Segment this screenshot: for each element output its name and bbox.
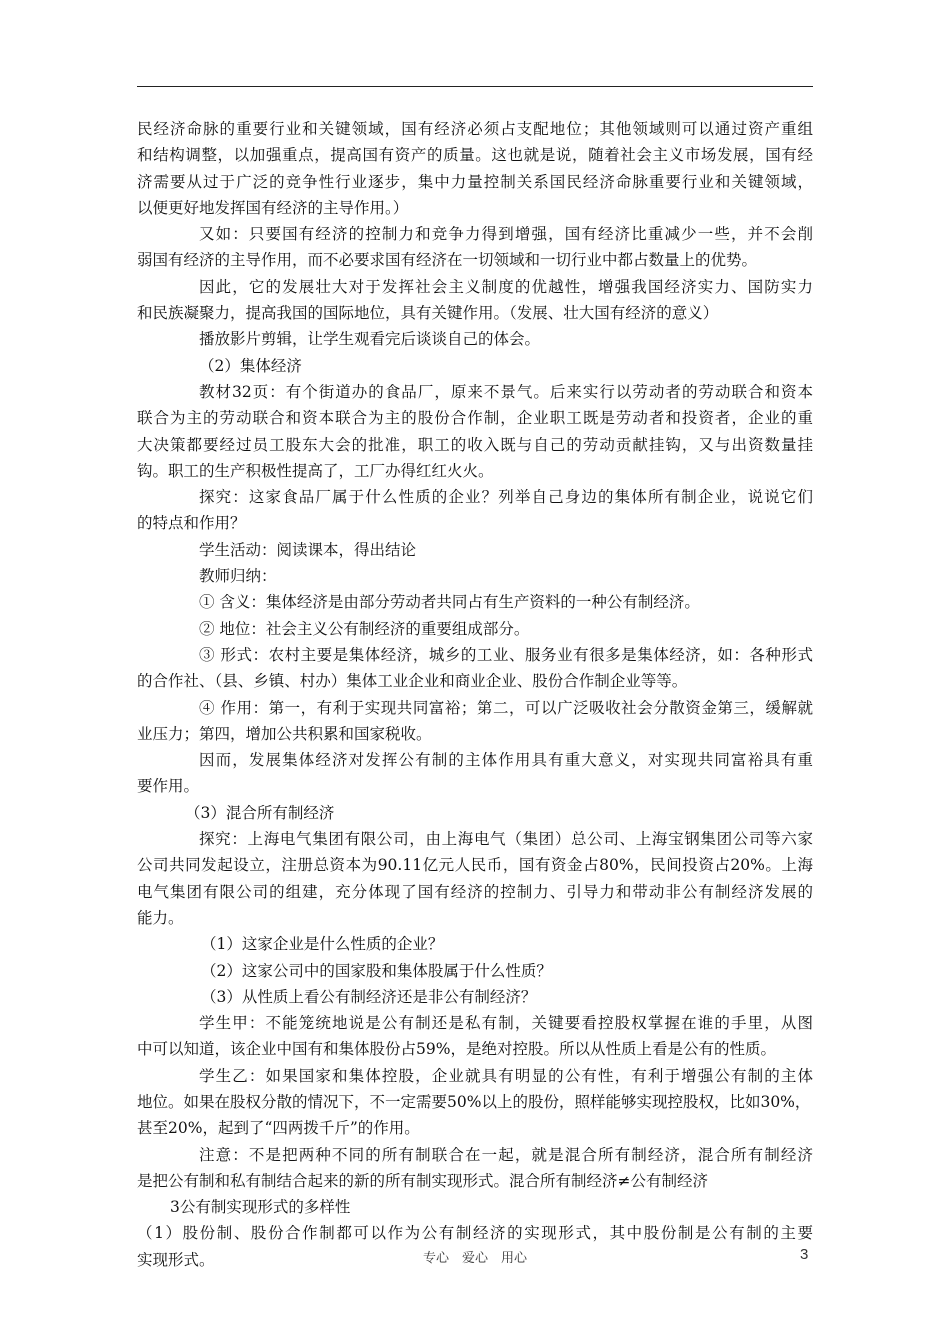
text-line: 因而，发展集体经济对发挥公有制的主体作用具有重大意义，对实现共同富裕具有重 <box>199 751 813 770</box>
text-line: ② 地位：社会主义公有制经济的重要组成部分。 <box>199 619 530 638</box>
text-line: 又如：只要国有经济的控制力和竞争力得到增强，国有经济比重减少一些，并不会削 <box>199 225 813 244</box>
text-line: ① 含义：集体经济是由部分劳动者共同占有生产资料的一种公有制经济。 <box>199 593 700 612</box>
question-item: （2）这家公司中的国家股和集体股属于什么性质？ <box>201 961 552 980</box>
text-line: 弱国有经济的主导作用，而不必要求国有经济在一切领域和一切行业中都占数量上的优势。 <box>137 251 758 270</box>
text-line: 探究：上海电气集团有限公司，由上海电气（集团）总公司、上海宝钢集团公司等六家 <box>199 830 813 849</box>
text-line: 学生乙：如果国家和集体控股，企业就具有明显的公有性，有利于增强公有制的主体 <box>199 1066 813 1085</box>
text-line: 民经济命脉的重要行业和关键领域，国有经济必须占支配地位；其他领域则可以通过资产重组 <box>137 120 813 138</box>
text-line: 学生活动：阅读课本，得出结论 <box>199 540 417 559</box>
text-line: ④ 作用：第一，有利于实现共同富裕；第二，可以广泛吸收社会分散资金第三，缓解就 <box>199 698 813 717</box>
text-line: 联合为主的劳动联合和资本联合为主的股份合作制，企业职工既是劳动者和投资者，企业的重 <box>137 409 813 428</box>
text-line: 教材32页：有个街道办的食品厂，原来不景气。后来实行以劳动者的劳动联合和资本 <box>199 382 813 401</box>
section-heading: （2）集体经济 <box>199 356 302 375</box>
text-line: 能力。 <box>137 908 184 927</box>
text-line: 公司共同发起设立，注册总资本为90.11亿元人民币，国有资金占80%，民间投资占20%。上海 <box>137 856 813 875</box>
question-item: （3）从性质上看公有制经济还是非公有制经济？ <box>201 987 537 1006</box>
header-rule <box>137 86 813 87</box>
text-line: 注意：不是把两种不同的所有制联合在一起，就是混合所有制经济，混合所有制经济 <box>199 1145 813 1164</box>
text-line: 探究：这家食品厂属于什么性质的企业？列举自己身边的集体所有制企业，说说它们 <box>199 488 813 507</box>
section-heading: （3）混合所有制经济 <box>185 803 335 822</box>
text-line: 是把公有制和私有制结合起来的新的所有制实现形式。混合所有制经济≠公有制经济 <box>137 1171 708 1190</box>
footer-motto: 专心 爱心 用心 <box>422 1251 527 1266</box>
text-line: 学生甲：不能笼统地说是公有制还是私有制，关键要看控股权掌握在谁的手里，从图 <box>199 1014 813 1033</box>
text-line: 的特点和作用？ <box>137 514 246 533</box>
text-line: 播放影片剪辑，让学生观看完后谈谈自己的体会。 <box>199 330 541 349</box>
text-line: 的合作社、（县、乡镇、村办）集体工业企业和商业企业、股份合作制企业等等。 <box>137 672 688 691</box>
text-line: 因此，它的发展壮大对于发挥社会主义制度的优越性，增强我国经济实力、国防实力 <box>199 277 813 296</box>
document-body <box>137 116 813 1273</box>
text-line: 以便更好地发挥国有经济的主导作用。） <box>137 198 409 217</box>
text-line: 教师归纳： <box>199 567 277 586</box>
text-line: （1）股份制、股份合作制都可以作为公有制经济的实现形式，其中股份制是公有制的主要 <box>137 1224 813 1243</box>
text-line: 甚至20%，起到了“四两拨千斤”的作用。 <box>137 1119 420 1138</box>
text-line: 和民族凝聚力，提高我国的国际地位，具有关键作用。（发展、壮大国有经济的意义） <box>137 304 719 323</box>
section-heading: 3公有制实现形式的多样性 <box>170 1198 351 1217</box>
page-number: 3 <box>800 1246 809 1263</box>
text-line: 和结构调整，以加强重点，提高国有资产的质量。这也就是说，随着社会主义市场发展，国有经 <box>137 146 813 165</box>
text-line: 大决策都要经过员工股东大会的批准，职工的收入既与自己的劳动贡献挂钩，又与出资数量挂 <box>137 435 813 454</box>
question-item: （1）这家企业是什么性质的企业？ <box>201 935 444 954</box>
text-line: 业压力；第四，增加公共积累和国家税收。 <box>137 724 432 743</box>
text-line: 实现形式。 <box>137 1250 215 1269</box>
text-line: 电气集团有限公司的组建，充分体现了国有经济的控制力、引导力和带动非公有制经济发展的 <box>137 882 813 901</box>
text-line: 济需要从过于广泛的竞争性行业逐步，集中力量控制关系国民经济命脉重要行业和关键领域， <box>137 172 813 191</box>
text-line: 钩。职工的生产积极性提高了，工厂办得红红火火。 <box>137 461 494 480</box>
text-line: 要作用。 <box>137 777 200 796</box>
text-line: 中可以知道，该企业中国有和集体股份占59%，是绝对控股。所以从性质上看是公有的性质。 <box>137 1040 776 1059</box>
text-line: ③ 形式：农村主要是集体经济，城乡的工业、服务业有很多是集体经济，如：各种形式 <box>199 645 813 664</box>
text-line: 地位。如果在股权分散的情况下，不一定需要50%以上的股份，照样能够实现控股权，比如30%， <box>137 1092 811 1111</box>
